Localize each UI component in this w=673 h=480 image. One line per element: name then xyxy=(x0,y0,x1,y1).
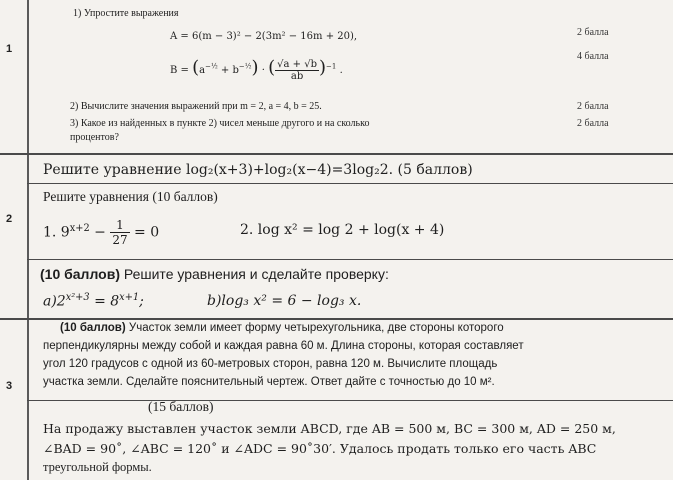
fraction-numerator: √a + √b xyxy=(277,59,318,70)
equation-a-exponent: x²+3 xyxy=(65,292,90,303)
expression-b-body: ( xyxy=(192,57,200,78)
column-divider xyxy=(27,0,29,480)
land-plot-task-line3: угол 120 градусов с одной из 60-метровых сторон, равна 120 м. Вычислите площадь xyxy=(43,358,498,370)
land-plot-task-line4: участка земли. Сделайте пояснительный чертеж. Ответ дайте с точностью до 10 м². xyxy=(43,376,495,388)
expression-b-paren: ( xyxy=(268,57,276,78)
equation-a-exponent-2: x+1 xyxy=(119,292,140,303)
expression-b-paren-close: ) xyxy=(319,57,327,78)
row-divider-2 xyxy=(0,318,673,320)
equation-a-end: ; xyxy=(139,293,144,310)
task-2-text: 2) Вычислите значения выражений при m = 2, a = 4, b = 25. xyxy=(70,101,322,112)
land-plot-task-line1 xyxy=(60,322,504,334)
equation-2: 2. log x² = log 2 + log(x + 4) xyxy=(240,222,445,238)
equation-1-denominator: 27 xyxy=(112,233,128,247)
check-equations-text: Решите уравнения и сделайте проверку: xyxy=(119,266,389,282)
equation-1-fraction xyxy=(110,218,129,247)
expression-b-fraction xyxy=(275,59,319,82)
equation-a xyxy=(43,292,144,310)
fraction-denominator: ab xyxy=(290,71,304,82)
land-plot-points: (10 баллов) xyxy=(60,322,126,334)
check-equations-points: (10 баллов) xyxy=(40,266,120,282)
expression-b-dot: · xyxy=(261,65,265,76)
equation-b: b)log₃ x² = 6 − log₃ x. xyxy=(207,293,362,309)
block-divider-2b xyxy=(27,259,673,260)
task-3-text-line1: 3) Какое из найденных в пункте 2) чисел меньше другого и на сколько xyxy=(70,118,370,129)
equation-1-numerator: 1 xyxy=(110,218,129,233)
log-equation-task: Решите уравнение log₂(x+3)+log₂(x−4)=3log₂2. (5 баллов) xyxy=(43,162,473,178)
task-3-text-line2: процентов? xyxy=(70,132,119,143)
equation-a-mid: = 8 xyxy=(89,293,120,310)
points-2: 2 балла xyxy=(577,101,609,112)
expression-b xyxy=(170,57,343,82)
block-divider-3 xyxy=(27,400,673,401)
expression-b-body-1: $a^{-\frac{1}{2}} + b^{-\frac{1}{2}}$ xyxy=(199,62,252,76)
expression-b-lhs: B = xyxy=(170,65,189,76)
sale-task-line1: На продажу выставлен участок земли ABCD, где AB = 500 м, BC = 300 м, AD = 250 м, xyxy=(43,421,616,436)
equations-title: Решите уравнения (10 баллов) xyxy=(43,189,218,204)
section-number-2: 2 xyxy=(6,213,13,225)
points-b: 4 балла xyxy=(577,51,609,62)
equation-a-base: a)2 xyxy=(43,293,66,310)
equation-1-base: 1. 9 xyxy=(43,224,70,241)
expression-b-tail: . xyxy=(339,65,343,76)
equation-1 xyxy=(43,218,159,247)
row-divider-1 xyxy=(0,153,673,155)
equation-1-exponent: x+2 xyxy=(69,222,90,234)
land-plot-task-line2: перпендикулярны между собой и каждая равна 60 м. Длина стороны, которая составляет xyxy=(43,340,524,352)
equation-1-tail: = 0 xyxy=(129,224,160,241)
points-3: 2 балла xyxy=(577,118,609,129)
expression-a: A = 6(m − 3)² − 2(3m² − 16m + 20), xyxy=(170,31,358,42)
expression-b-body-2: ) xyxy=(251,57,259,78)
section-number-3: 3 xyxy=(6,380,13,392)
block-divider-2a xyxy=(27,183,673,184)
section-number-1: 1 xyxy=(6,43,13,55)
check-equations-title xyxy=(40,266,389,282)
sale-task-line2: ∠BAD = 90˚, ∠ABC = 120˚ и ∠ADC = 90˚30′. Удалось продать только его часть ABC xyxy=(43,441,597,456)
points-a: 2 балла xyxy=(577,27,609,38)
sale-task-line3: треугольной формы. xyxy=(43,460,152,474)
equation-1-minus: − xyxy=(89,224,111,241)
expression-b-exponent: −1 xyxy=(326,62,337,71)
land-plot-line1-text: Участок земли имеет форму четырехугольника, две стороны которого xyxy=(125,322,504,334)
sale-task-points: (15 баллов) xyxy=(148,399,214,414)
task-1-heading: 1) Упростите выражения xyxy=(73,8,179,19)
